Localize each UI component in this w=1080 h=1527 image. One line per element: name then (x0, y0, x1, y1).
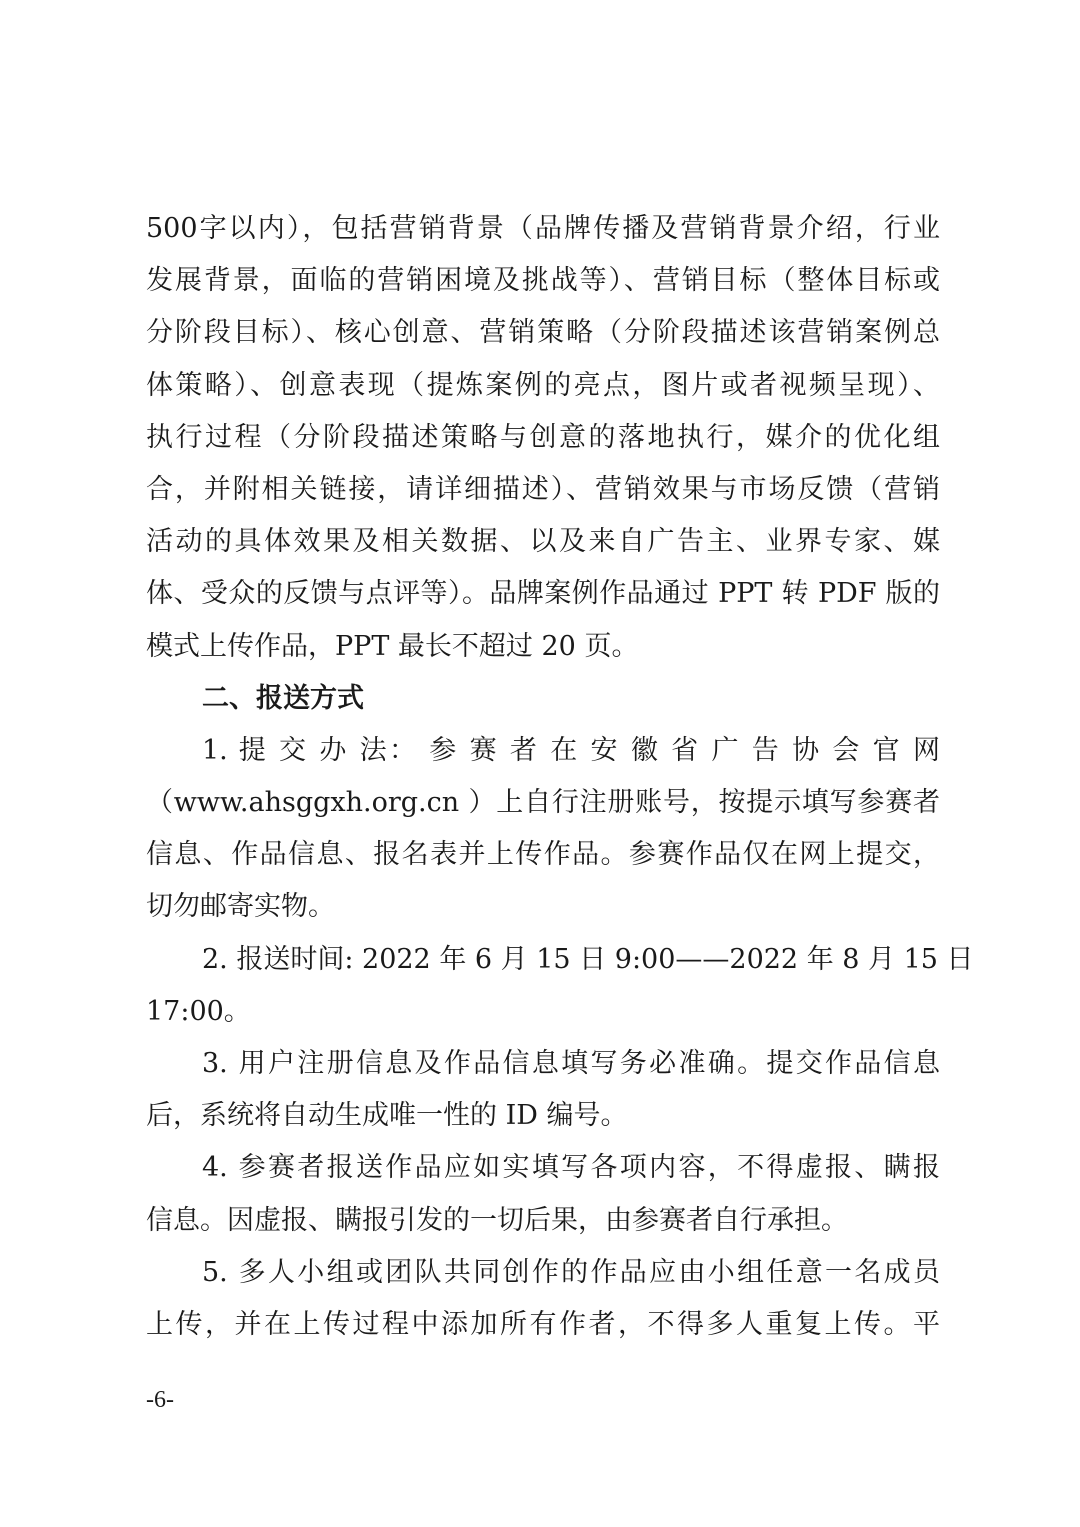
text-line: 分阶段目标）、核心创意、营销策略（分阶段描述该营销案例总 (146, 317, 940, 349)
body-text (146, 203, 974, 1351)
text-line: 4. 参赛者报送作品应如实填写各项内容，不得虚报、瞒报 (202, 1152, 940, 1184)
text-line: 执行过程（分阶段描述策略与创意的落地执行，媒介的优化组 (146, 421, 940, 453)
text-line: 模式上传作品，PPT 最长不超过 20 页。 (146, 630, 639, 662)
text-line: 1. 提 交 办 法： 参 赛 者 在 安 徽 省 广 告 协 会 官 网 (202, 734, 940, 766)
text-line: 体、受众的反馈与点评等）。品牌案例作品通过 PPT 转 PDF 版的 (146, 578, 940, 610)
text-line: 合，并附相关链接，请详细描述）、营销效果与市场反馈（营销 (146, 473, 940, 505)
page-number: -6- (146, 1387, 174, 1413)
text-line: 2. 报送时间: 2022 年 6 月 15 日 9:00——2022 年 8 月 15 日 (202, 943, 974, 975)
text-line: 信息。因虚报、瞒报引发的一切后果，由参赛者自行承担。 (146, 1204, 848, 1236)
text-line: 3. 用户注册信息及作品信息填写务必准确。提交作品信息 (202, 1048, 940, 1079)
text-line: 信息、作品信息、报名表并上传作品。参赛作品仅在网上提交， (146, 839, 940, 871)
text-line: 体策略）、创意表现（提炼案例的亮点，图片或者视频呈现）、 (146, 369, 940, 401)
text-line: 后，系统将自动生成唯一性的 ID 编号。 (146, 1100, 628, 1132)
text-line: 切勿邮寄实物。 (146, 891, 335, 923)
text-line: 5. 多人小组或团队共同创作的作品应由小组任意一名成员 (202, 1256, 940, 1288)
text-line: 活动的具体效果及相关数据、以及来自广告主、业界专家、媒 (146, 526, 940, 558)
text-line: 17:00。 (146, 995, 251, 1027)
text-line: （www.ahsggxh.org.cn ）上自行注册账号，按提示填写参赛者 (146, 787, 940, 819)
text-line: 上传，并在上传过程中添加所有作者，不得多人重复上传。平 (146, 1308, 940, 1340)
text-line: 发展背景，面临的营销困境及挑战等）、营销目标（整体目标或 (146, 265, 940, 297)
section-heading: 二、报送方式 (202, 682, 364, 714)
text-line: 500字以内），包括营销背景（品牌传播及营销背景介绍，行业 (146, 213, 940, 244)
